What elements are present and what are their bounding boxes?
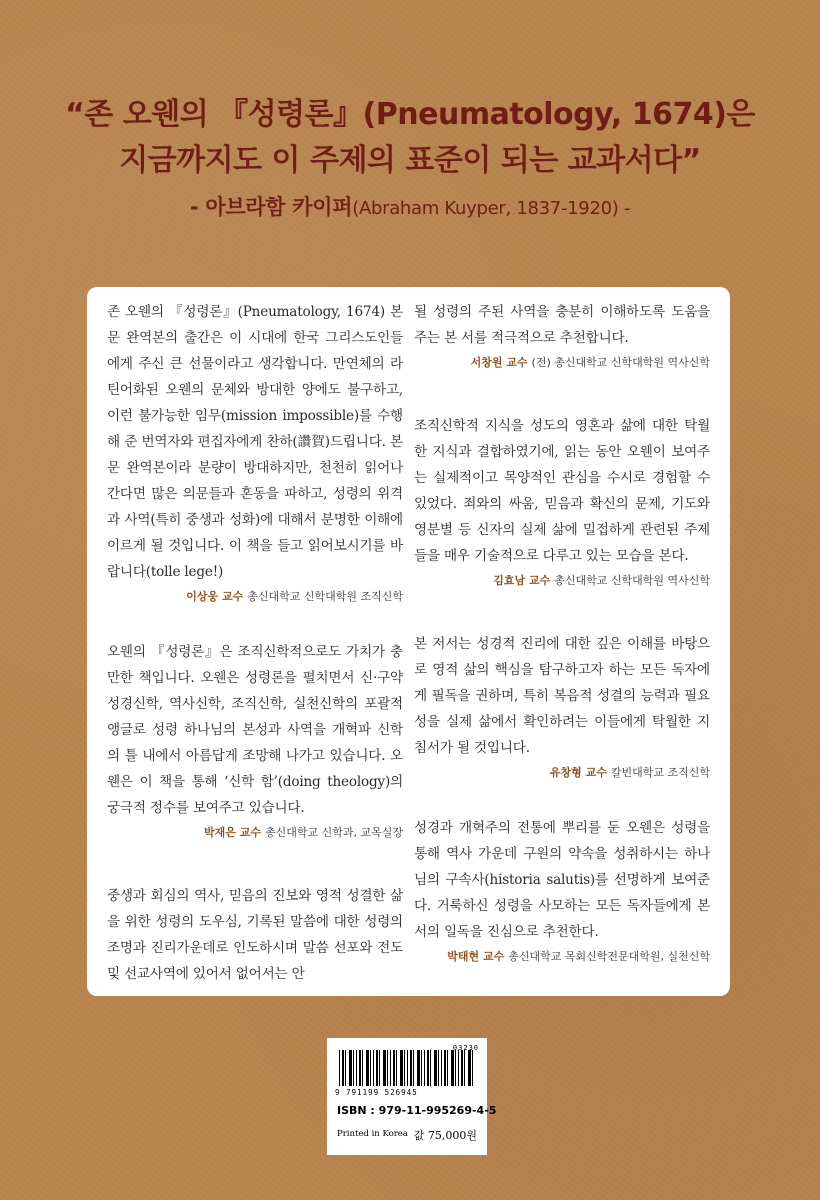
- review-signature: [414, 763, 710, 783]
- isbn-label: ISBN : 979-11-995269-4-5: [337, 1104, 497, 1117]
- reviewer-affiliation: 총신대학교 신학과, 교목실장: [264, 826, 403, 839]
- review-signature: [107, 587, 403, 607]
- printed-in-label: Printed in Korea: [337, 1129, 408, 1139]
- review-signature: [107, 823, 403, 843]
- quote-line-2: 지금까지도 이 주제의 표준이 되는 교과서다”: [119, 143, 701, 178]
- review-text-part-2: 될 성령의 주된 사역을 충분히 이해하도록 도움을 주는 본 서를 적극적으로 추천합니다.: [414, 304, 710, 346]
- review-6: [414, 815, 710, 967]
- reviewer-affiliation: 총신대학교 신학대학원 역사신학: [554, 574, 710, 587]
- reviewer-name: 박재은 교수: [204, 826, 261, 839]
- cover-quote: [0, 92, 820, 226]
- reviewer-name: 박태현 교수: [447, 950, 505, 963]
- endorsements-right-column: [414, 299, 710, 967]
- review-text: 오웬의 『성령론』은 조직신학적으로도 가치가 충만한 책입니다. 오웬은 성령론을 펼치면서 신·구약 성경신학, 역사신학, 조직신학, 실천신학의 포괄적 앵글로 성령 하나님의 본성과 사역을 개혁파 신학의 틀 내에서 아름답게 조망해 나가고 있습니다. 오웬은 이 책을 통해 ‘신학 함’(doing theology)의 궁극적 정수를 보여주고 있습니다.: [107, 644, 403, 816]
- reviewer-affiliation: 총신대학교 신학대학원 조직신학: [247, 590, 403, 603]
- reviewer-name: 이상웅 교수: [186, 590, 244, 603]
- reviewer-affiliation: 칼빈대학교 조직신학: [610, 766, 710, 779]
- review-3-end: [414, 299, 710, 385]
- review-text: 성경과 개혁주의 전통에 뿌리를 둔 오웬은 성령을 통해 역사 가운데 구원의 약속을 성취하시는 하나님의 구속사(historia salutis)를 선명하게 보여준다. 거룩하신 성령을 사모하는 모든 독자들에게 본서의 일독을 진심으로 추천한다.: [414, 820, 710, 940]
- price-label: 값 75,000원: [413, 1129, 477, 1142]
- reviewer-name: 유창형 교수: [549, 766, 607, 779]
- quote-author: [0, 190, 820, 226]
- barcode-digits: 9 791199 526945: [335, 1088, 418, 1097]
- endorsements-left-column: [107, 299, 403, 987]
- review-3-start: [107, 883, 403, 987]
- quote-line-1: “존 오웬의 『성령론』(Pneumatology, 1674)은: [65, 97, 755, 132]
- reviewer-affiliation: 총신대학교 목회신학전문대학원, 실천신학: [508, 950, 710, 963]
- reviewer-affiliation: (전) 총신대학교 신학대학원 역사신학: [531, 356, 710, 369]
- review-text: 본 저서는 성경적 진리에 대한 깊은 이해를 바탕으로 영적 삶의 핵심을 탐구하고자 하는 모든 독자에게 필독을 권하며, 특히 복음적 성결의 능력과 필요성을 실제 삶에서 확인하려는 이들에게 탁월한 지침서가 될 것입니다.: [414, 636, 710, 756]
- review-2: [107, 639, 403, 863]
- review-signature: [414, 571, 710, 591]
- reviewer-name: 김효남 교수: [493, 574, 551, 587]
- quote-author-detail: (Abraham Kuyper, 1837-1920) -: [352, 198, 631, 219]
- review-signature: [414, 353, 710, 373]
- reviewer-name: 서창원 교수: [470, 356, 528, 369]
- barcode-addon: 03230: [452, 1044, 479, 1052]
- review-text: 조직신학적 지식을 성도의 영혼과 삶에 대한 탁월한 지식과 결합하였기에, 읽는 동안 오웬이 보여주는 실제적이고 목양적인 관심을 수시로 경험할 수 있었다. 죄와의 싸움, 믿음과 확신의 문제, 기도와 영분별 등 신자의 실제 삶에 밀접하게 관련된 주제들을 매우 기술적으로 다루고 있는 모습을 본다.: [414, 418, 710, 564]
- review-1: [107, 299, 403, 617]
- barcode-bars: [339, 1050, 475, 1086]
- review-4: [414, 413, 710, 609]
- review-text: 존 오웬의 『성령론』(Pneumatology, 1674) 본문 완역본의 출간은 이 시대에 한국 그리스도인들에게 주신 큰 선물이라고 생각합니다. 만연체의 라틴어화된 오웬의 문체와 방대한 양에도 불구하고, 이런 불가능한 임무(mission impossible)를 수행해 준 번역자와 편집자에게 찬하(讚賀)드립니다. 본문 완역본이라 분량이 방대하지만, 천천히 읽어나간다면 많은 의문들과 혼동을 파하고, 성령의 위격과 사역(특히 중생과 성화)에 대해서 분명한 이해에 이르게 될 것입니다. 이 책을 들고 읽어보시기를 바랍니다(tolle lege!): [107, 304, 403, 580]
- endorsements-card: [87, 287, 730, 996]
- barcode-box: [327, 1038, 497, 1155]
- quote-author-name: - 아브라함 카이퍼: [189, 195, 353, 219]
- review-signature: [414, 947, 710, 967]
- review-text-part-1: 중생과 회심의 역사, 믿음의 진보와 영적 성결한 삶을 위한 성령의 도우심, 기록된 말씀에 대한 성령의 조명과 진리가운데로 인도하시며 말씀 선포와 전도 및 선교사역에 있어서 없어서는 안: [107, 888, 403, 982]
- review-5: [414, 631, 710, 799]
